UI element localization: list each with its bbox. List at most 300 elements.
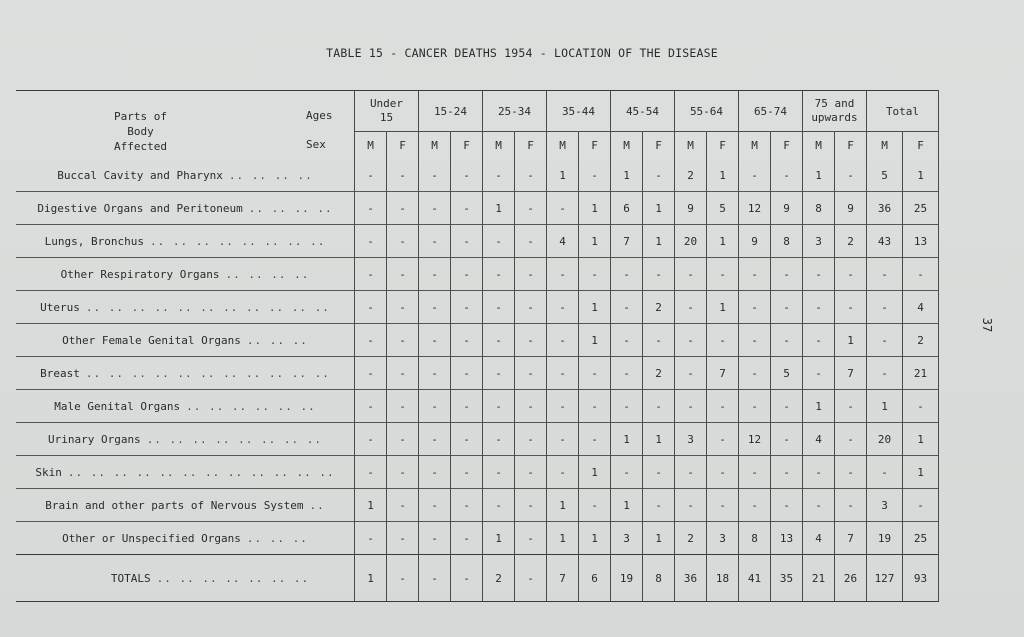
cancer-deaths-table	[16, 90, 939, 602]
table-row	[16, 225, 939, 258]
value-cell: -	[675, 456, 707, 489]
value-cell: -	[419, 225, 451, 258]
value-cell: -	[387, 522, 419, 555]
value-cell: 20	[675, 225, 707, 258]
value-cell: 18	[707, 555, 739, 602]
age-group-label: 25-34	[497, 104, 532, 118]
value-cell: -	[515, 324, 547, 357]
value-cell: -	[387, 357, 419, 390]
value-cell: 36	[675, 555, 707, 602]
value-cell: -	[903, 390, 939, 423]
row-label	[16, 390, 355, 423]
row-label	[16, 456, 355, 489]
value-cell: -	[643, 456, 675, 489]
value-cell: -	[643, 489, 675, 522]
value-cell: -	[547, 291, 579, 324]
value-cell: -	[643, 258, 675, 291]
value-cell: 1	[579, 225, 611, 258]
value-cell: -	[355, 225, 387, 258]
value-cell: -	[547, 423, 579, 456]
value-cell: 1	[803, 159, 835, 192]
sex-header-m: M	[867, 132, 903, 160]
leader-dots: .. .. .. .. .. .. .. .. .. .. ..	[85, 300, 330, 314]
value-cell: -	[739, 258, 771, 291]
row-label-text: Male Genital Organs	[54, 399, 181, 413]
value-cell: -	[515, 555, 547, 602]
value-cell: -	[355, 456, 387, 489]
value-cell: 25	[903, 522, 939, 555]
value-cell: -	[739, 159, 771, 192]
age-group-header	[867, 91, 939, 132]
value-cell: 9	[771, 192, 803, 225]
leader-dots: .. .. .. ..	[248, 201, 333, 215]
value-cell: -	[387, 159, 419, 192]
value-cell: -	[547, 357, 579, 390]
value-cell: 1	[707, 225, 739, 258]
value-cell: 4	[803, 522, 835, 555]
value-cell: 1	[643, 522, 675, 555]
value-cell: 7	[707, 357, 739, 390]
value-cell: 1	[579, 192, 611, 225]
sex-header-f: F	[579, 132, 611, 160]
parts-of-label: Parts of	[114, 110, 167, 123]
value-cell: -	[387, 291, 419, 324]
value-cell: -	[419, 258, 451, 291]
value-cell: 1	[611, 423, 643, 456]
value-cell: -	[515, 390, 547, 423]
value-cell: -	[675, 489, 707, 522]
leader-dots: .. .. ..	[246, 531, 308, 545]
value-cell: -	[643, 159, 675, 192]
value-cell: -	[707, 423, 739, 456]
row-header-cell	[16, 91, 355, 160]
sex-header-f: F	[771, 132, 803, 160]
age-group-label: 65-74	[753, 104, 788, 118]
value-cell: -	[355, 390, 387, 423]
leader-dots: .. .. .. .. .. ..	[186, 399, 316, 413]
value-cell: -	[451, 423, 483, 456]
value-cell: 1	[707, 291, 739, 324]
value-cell: 1	[643, 192, 675, 225]
row-label-text: Digestive Organs and Peritoneum	[37, 201, 243, 215]
value-cell: 7	[547, 555, 579, 602]
value-cell: 21	[903, 357, 939, 390]
sex-header-m: M	[547, 132, 579, 160]
value-cell: -	[515, 357, 547, 390]
value-cell: 1	[547, 159, 579, 192]
value-cell: 5	[707, 192, 739, 225]
value-cell: -	[451, 489, 483, 522]
row-label-text: Other Female Genital Organs	[62, 333, 241, 347]
value-cell: -	[419, 489, 451, 522]
value-cell: 9	[739, 225, 771, 258]
leader-dots: ..	[309, 498, 325, 512]
value-cell: -	[707, 258, 739, 291]
value-cell: -	[355, 192, 387, 225]
sex-header-m: M	[675, 132, 707, 160]
sex-header-f: F	[707, 132, 739, 160]
value-cell: 3	[803, 225, 835, 258]
table-row	[16, 258, 939, 291]
value-cell: 26	[835, 555, 867, 602]
value-cell: -	[483, 291, 515, 324]
value-cell: 1	[643, 423, 675, 456]
value-cell: -	[483, 258, 515, 291]
value-cell: 35	[771, 555, 803, 602]
row-label-text: Uterus	[40, 300, 80, 314]
value-cell: -	[771, 258, 803, 291]
value-cell: -	[355, 258, 387, 291]
row-label	[16, 489, 355, 522]
value-cell: 41	[739, 555, 771, 602]
value-cell: -	[771, 423, 803, 456]
row-label-text: Buccal Cavity and Pharynx	[57, 168, 223, 182]
value-cell: 6	[611, 192, 643, 225]
value-cell: -	[387, 225, 419, 258]
value-cell: -	[707, 456, 739, 489]
value-cell: 1	[611, 159, 643, 192]
value-cell: -	[547, 324, 579, 357]
value-cell: -	[451, 324, 483, 357]
value-cell: -	[611, 357, 643, 390]
value-cell: 8	[803, 192, 835, 225]
row-label-text: Urinary Organs	[47, 432, 141, 446]
value-cell: 1	[483, 522, 515, 555]
value-cell: -	[739, 324, 771, 357]
value-cell: -	[387, 489, 419, 522]
value-cell: -	[675, 258, 707, 291]
totals-row	[16, 555, 939, 602]
value-cell: -	[579, 390, 611, 423]
value-cell: -	[355, 522, 387, 555]
value-cell: -	[579, 357, 611, 390]
value-cell: 1	[579, 456, 611, 489]
sex-header-f: F	[387, 132, 419, 160]
value-cell: -	[451, 390, 483, 423]
value-cell: 1	[355, 555, 387, 602]
body-label: Body	[127, 125, 154, 138]
value-cell: -	[355, 324, 387, 357]
leader-dots: .. .. .. .. .. .. .. ..	[146, 432, 323, 446]
row-label	[16, 555, 355, 602]
value-cell: -	[867, 258, 903, 291]
value-cell: 1	[611, 489, 643, 522]
value-cell: 43	[867, 225, 903, 258]
value-cell: 1	[643, 225, 675, 258]
value-cell: -	[355, 291, 387, 324]
value-cell: 12	[739, 423, 771, 456]
value-cell: -	[387, 456, 419, 489]
value-cell: -	[451, 555, 483, 602]
value-cell: -	[867, 357, 903, 390]
value-cell: -	[771, 390, 803, 423]
affected-label: Affected	[114, 140, 167, 153]
sex-header-f: F	[515, 132, 547, 160]
row-label	[16, 192, 355, 225]
value-cell: 93	[903, 555, 939, 602]
value-cell: 1	[835, 324, 867, 357]
value-cell: -	[579, 489, 611, 522]
value-cell: 6	[579, 555, 611, 602]
leader-dots: .. .. ..	[246, 333, 308, 347]
value-cell: -	[515, 225, 547, 258]
value-cell: -	[739, 489, 771, 522]
value-cell: -	[387, 192, 419, 225]
value-cell: -	[611, 324, 643, 357]
value-cell: -	[835, 258, 867, 291]
sex-header-m: M	[611, 132, 643, 160]
value-cell: -	[739, 390, 771, 423]
sex-header-m: M	[739, 132, 771, 160]
value-cell: -	[771, 456, 803, 489]
value-cell: -	[515, 489, 547, 522]
value-cell: 2	[835, 225, 867, 258]
value-cell: 19	[867, 522, 903, 555]
age-group-label: 45-54	[625, 104, 660, 118]
value-cell: -	[611, 456, 643, 489]
value-cell: -	[419, 456, 451, 489]
value-cell: 9	[675, 192, 707, 225]
value-cell: 36	[867, 192, 903, 225]
value-cell: -	[643, 390, 675, 423]
value-cell: 1	[579, 522, 611, 555]
value-cell: 1	[903, 456, 939, 489]
value-cell: -	[771, 291, 803, 324]
value-cell: 1	[483, 192, 515, 225]
sex-header-m: M	[419, 132, 451, 160]
value-cell: -	[451, 522, 483, 555]
value-cell: -	[419, 555, 451, 602]
value-cell: -	[707, 390, 739, 423]
sex-header-m: M	[483, 132, 515, 160]
row-label-text: Brain and other parts of Nervous System	[45, 498, 304, 512]
age-group-header	[739, 91, 803, 132]
value-cell: -	[547, 456, 579, 489]
value-cell: 12	[739, 192, 771, 225]
value-cell: -	[483, 423, 515, 456]
row-label-text: Other or Unspecified Organs	[62, 531, 241, 545]
value-cell: 25	[903, 192, 939, 225]
value-cell: -	[355, 357, 387, 390]
value-cell: -	[483, 357, 515, 390]
value-cell: 3	[675, 423, 707, 456]
age-group-label: 75 and upwards	[811, 97, 858, 124]
value-cell: 19	[611, 555, 643, 602]
table-title: TABLE 15 - CANCER DEATHS 1954 - LOCATION OF THE DISEASE	[326, 46, 718, 60]
value-cell: 1	[355, 489, 387, 522]
value-cell: -	[515, 192, 547, 225]
value-cell: -	[387, 324, 419, 357]
value-cell: 2	[643, 357, 675, 390]
value-cell: -	[451, 225, 483, 258]
value-cell: 1	[867, 390, 903, 423]
value-cell: -	[867, 456, 903, 489]
value-cell: -	[483, 324, 515, 357]
value-cell: -	[835, 390, 867, 423]
value-cell: -	[707, 324, 739, 357]
table-row	[16, 489, 939, 522]
value-cell: 9	[835, 192, 867, 225]
header-row-age-groups	[16, 91, 939, 132]
value-cell: -	[387, 423, 419, 456]
value-cell: -	[611, 258, 643, 291]
age-group-header	[547, 91, 611, 132]
page-number: 37	[980, 317, 995, 333]
leader-dots: .. .. .. .. .. .. .. .. .. .. ..	[85, 366, 330, 380]
value-cell: 7	[835, 522, 867, 555]
value-cell: -	[483, 390, 515, 423]
value-cell: -	[451, 159, 483, 192]
leader-dots: .. .. .. ..	[228, 168, 313, 182]
value-cell: -	[643, 324, 675, 357]
value-cell: -	[867, 291, 903, 324]
leader-dots: .. .. .. .. .. .. ..	[156, 571, 310, 585]
age-group-label: Total	[885, 104, 920, 118]
value-cell: -	[803, 357, 835, 390]
value-cell: -	[771, 489, 803, 522]
value-cell: 3	[867, 489, 903, 522]
age-group-label: Under 15	[369, 97, 404, 124]
leader-dots: .. .. .. ..	[225, 267, 310, 281]
row-label	[16, 522, 355, 555]
row-label-text: Other Respiratory Organs	[60, 267, 220, 281]
value-cell: -	[451, 192, 483, 225]
table-row	[16, 159, 939, 192]
row-label	[16, 357, 355, 390]
value-cell: -	[515, 423, 547, 456]
row-label	[16, 324, 355, 357]
value-cell: 5	[771, 357, 803, 390]
value-cell: -	[611, 291, 643, 324]
value-cell: 4	[803, 423, 835, 456]
row-label	[16, 258, 355, 291]
value-cell: -	[579, 423, 611, 456]
parts-header	[114, 109, 167, 154]
value-cell: -	[419, 192, 451, 225]
value-cell: -	[515, 291, 547, 324]
table-row	[16, 390, 939, 423]
value-cell: 3	[707, 522, 739, 555]
value-cell: -	[515, 258, 547, 291]
value-cell: -	[675, 390, 707, 423]
value-cell: -	[547, 192, 579, 225]
value-cell: -	[739, 456, 771, 489]
value-cell: 3	[611, 522, 643, 555]
value-cell: -	[707, 489, 739, 522]
value-cell: -	[547, 258, 579, 291]
value-cell: -	[835, 423, 867, 456]
value-cell: 1	[903, 423, 939, 456]
age-group-label: 15-24	[433, 104, 468, 118]
value-cell: 8	[643, 555, 675, 602]
leader-dots: .. .. .. .. .. .. .. ..	[150, 234, 326, 248]
value-cell: -	[451, 291, 483, 324]
value-cell: -	[419, 423, 451, 456]
value-cell: -	[515, 522, 547, 555]
value-cell: -	[515, 456, 547, 489]
sex-header-m: M	[803, 132, 835, 160]
row-label-text: Lungs, Bronchus	[44, 234, 144, 248]
sex-header-f: F	[451, 132, 483, 160]
value-cell: -	[483, 225, 515, 258]
value-cell: -	[675, 291, 707, 324]
value-cell: -	[355, 423, 387, 456]
value-cell: -	[675, 324, 707, 357]
value-cell: 13	[771, 522, 803, 555]
value-cell: -	[835, 489, 867, 522]
value-cell: -	[451, 456, 483, 489]
value-cell: 1	[803, 390, 835, 423]
value-cell: -	[903, 489, 939, 522]
value-cell: -	[739, 291, 771, 324]
sex-header-f: F	[643, 132, 675, 160]
value-cell: -	[803, 456, 835, 489]
row-label	[16, 159, 355, 192]
value-cell: 2	[675, 522, 707, 555]
value-cell: -	[611, 390, 643, 423]
age-group-header	[355, 91, 419, 132]
value-cell: 1	[547, 489, 579, 522]
value-cell: -	[803, 258, 835, 291]
age-group-header	[675, 91, 739, 132]
age-group-header	[483, 91, 547, 132]
row-label-text: Skin	[35, 465, 62, 479]
age-group-header	[419, 91, 483, 132]
sex-header-f: F	[903, 132, 939, 160]
value-cell: -	[515, 159, 547, 192]
row-label	[16, 225, 355, 258]
value-cell: -	[387, 258, 419, 291]
row-label	[16, 423, 355, 456]
sex-label: Sex	[306, 138, 326, 151]
value-cell: 4	[547, 225, 579, 258]
value-cell: -	[387, 390, 419, 423]
age-group-label: 55-64	[689, 104, 724, 118]
value-cell: 20	[867, 423, 903, 456]
table-row	[16, 192, 939, 225]
value-cell: 8	[739, 522, 771, 555]
value-cell: -	[419, 159, 451, 192]
value-cell: -	[675, 357, 707, 390]
sex-header-m: M	[355, 132, 387, 160]
value-cell: -	[419, 324, 451, 357]
value-cell: -	[803, 324, 835, 357]
value-cell: -	[419, 291, 451, 324]
table-row	[16, 456, 939, 489]
value-cell: 7	[611, 225, 643, 258]
sex-header-f: F	[835, 132, 867, 160]
leader-dots: .. .. .. .. .. .. .. .. .. .. .. ..	[67, 465, 335, 479]
value-cell: 2	[483, 555, 515, 602]
age-group-header	[803, 91, 867, 132]
value-cell: -	[835, 291, 867, 324]
value-cell: -	[771, 324, 803, 357]
value-cell: -	[419, 522, 451, 555]
value-cell: -	[867, 324, 903, 357]
value-cell: 2	[903, 324, 939, 357]
value-cell: -	[579, 159, 611, 192]
value-cell: -	[835, 159, 867, 192]
value-cell: 1	[579, 324, 611, 357]
value-cell: 1	[579, 291, 611, 324]
value-cell: 7	[835, 357, 867, 390]
value-cell: -	[387, 555, 419, 602]
value-cell: 2	[675, 159, 707, 192]
table-row	[16, 423, 939, 456]
value-cell: -	[903, 258, 939, 291]
value-cell: 8	[771, 225, 803, 258]
value-cell: 1	[903, 159, 939, 192]
